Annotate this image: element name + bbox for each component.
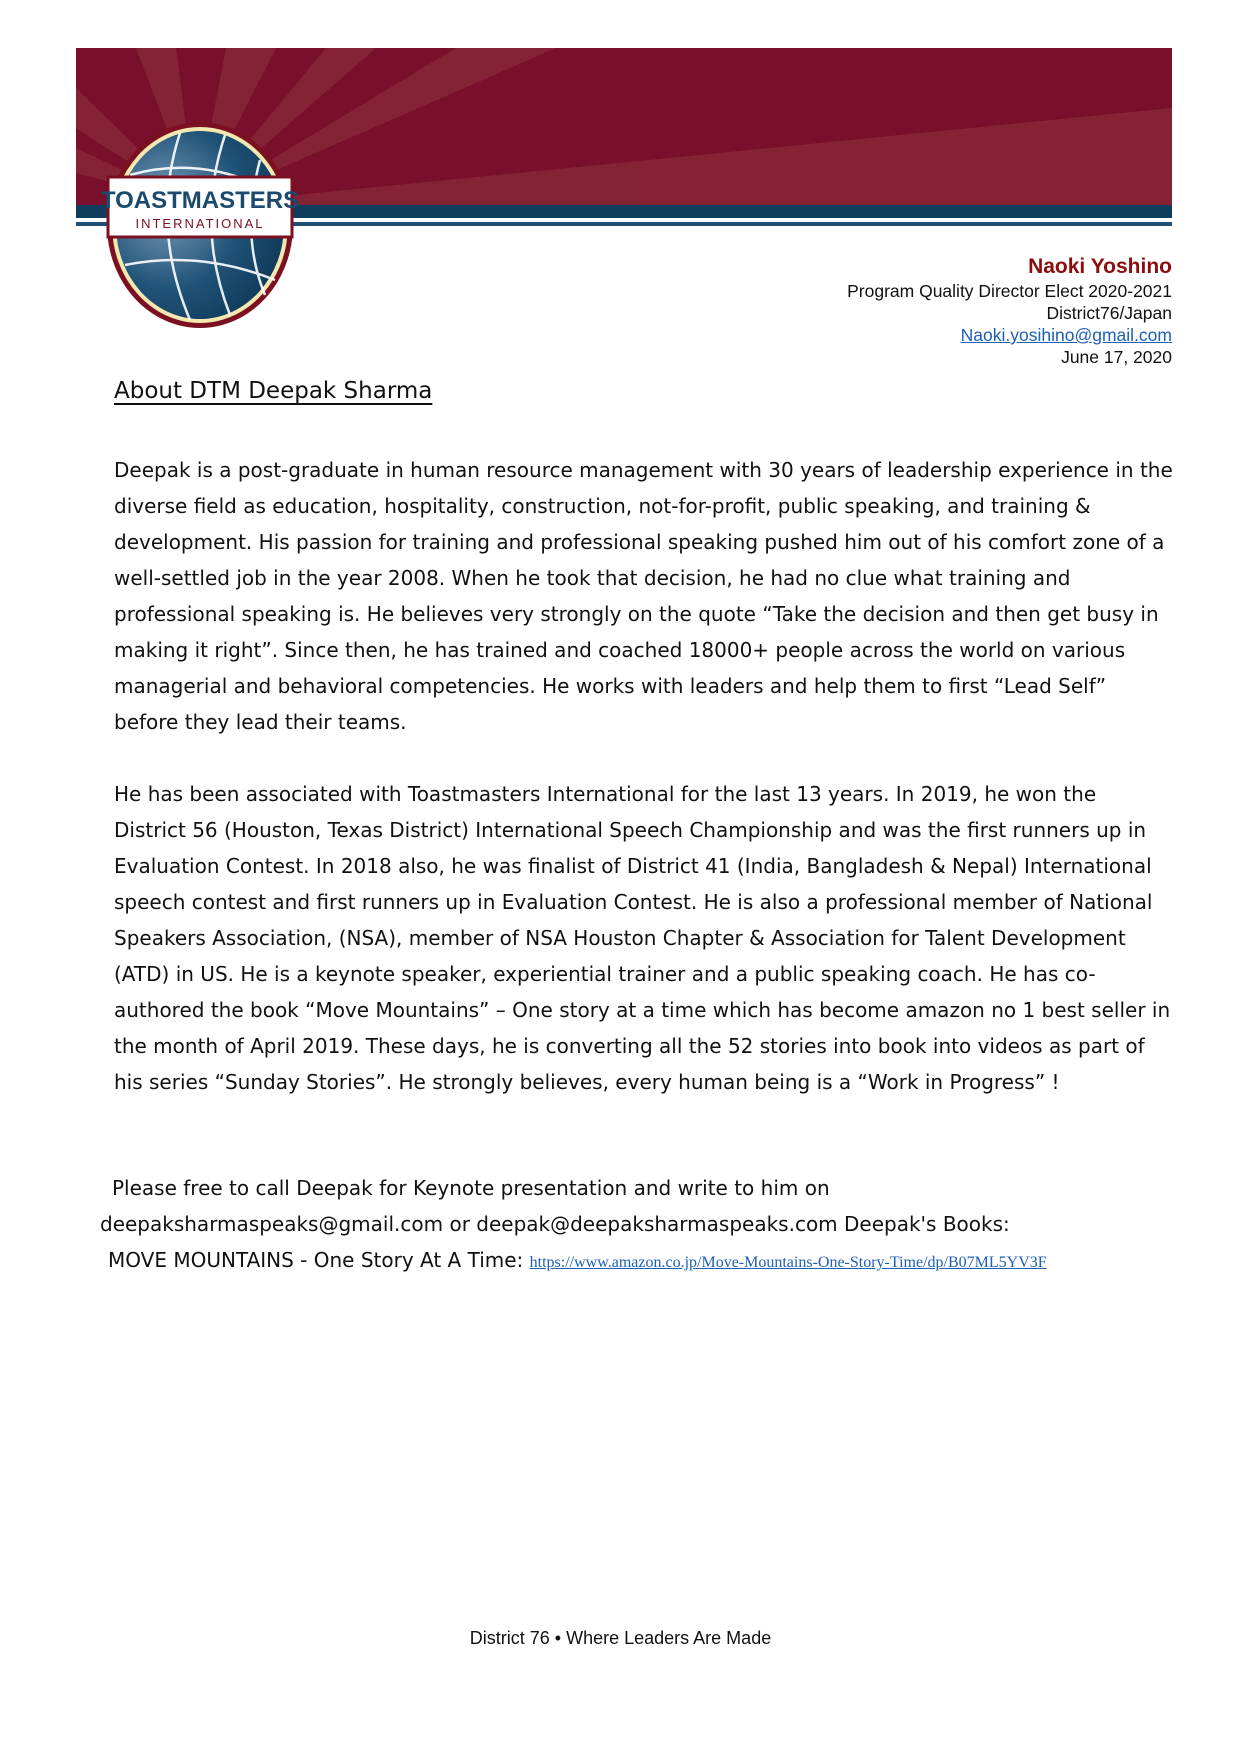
logo-text-international: INTERNATIONAL xyxy=(135,216,265,231)
book-label: MOVE MOUNTAINS - One Story At A Time: xyxy=(108,1248,524,1272)
sender-email-link[interactable]: Naoki.yosihino@gmail.com xyxy=(960,325,1172,345)
sender-district: District76/Japan xyxy=(1046,303,1172,323)
paragraph-bio: Deepak is a post-graduate in human resource management with 30 years of leadership experience in the diverse field as education, hospitality, construction, not-for-profit, public speaking, and training & development. His passion for training and professional speaking pushed him out of his comfort zone of a well-settled job in the year 2008. When he took that decision, he had no clue what training and professional speaking is. He believes very strongly on the quote “Take the decision and then get busy in making it right”. Since then, he has trained and coached 18000+ people across the world on various managerial and behavioral competencies. He works with leaders and help them to first “Lead Self” before they lead their teams. xyxy=(114,458,1173,734)
letter-date: June 17, 2020 xyxy=(1061,347,1172,367)
page-footer: District 76 • Where Leaders Are Made xyxy=(469,1628,772,1648)
amazon-book-link[interactable]: https://www.amazon.co.jp/Move-Mountains-One-Story-Time/dp/B07ML5YV3F xyxy=(529,1254,1047,1271)
sender-contact-block xyxy=(847,254,1172,368)
closing-line-2: deepaksharmaspeaks@gmail.com or deepak@deepaksharmaspeaks.com Deepak's Books: xyxy=(100,1212,1010,1236)
toastmasters-logo xyxy=(100,115,300,330)
closing-line-3 xyxy=(100,1242,1200,1281)
closing-paragraph xyxy=(100,1170,1200,1281)
sender-title: Program Quality Director Elect 2020-2021 xyxy=(847,281,1172,301)
logo-text-toastmasters: TOASTMASTERS xyxy=(100,187,300,214)
closing-line-1: Please free to call Deepak for Keynote presentation and write to him on xyxy=(112,1176,830,1200)
document-heading: About DTM Deepak Sharma xyxy=(114,378,433,404)
paragraph-toastmasters: He has been associated with Toastmasters International for the last 13 years. In 2019, he won the District 56 (Houston, Texas District) International Speech Championship and was the first runners up in Evaluation Contest. In 2018 also, he was finalist of District 41 (India, Bangladesh & Nepal) International speech contest and first runners up in Evaluation Contest. He is also a professional member of National Speakers Association, (NSA), member of NSA Houston Chapter & Association for Talent Development (ATD) in US. He is a keynote speaker, experiential trainer and a public speaking coach. He has co-authored the book “Move Mountains” – One story at a time which has become amazon no 1 best seller in the month of April 2019. These days, he is converting all the 52 stories into book into videos as part of his series “Sunday Stories”. He strongly believes, every human being is a “Work in Progress” ! xyxy=(114,782,1171,1094)
sender-name: Naoki Yoshino xyxy=(1028,255,1172,278)
document-body xyxy=(114,452,1174,1136)
